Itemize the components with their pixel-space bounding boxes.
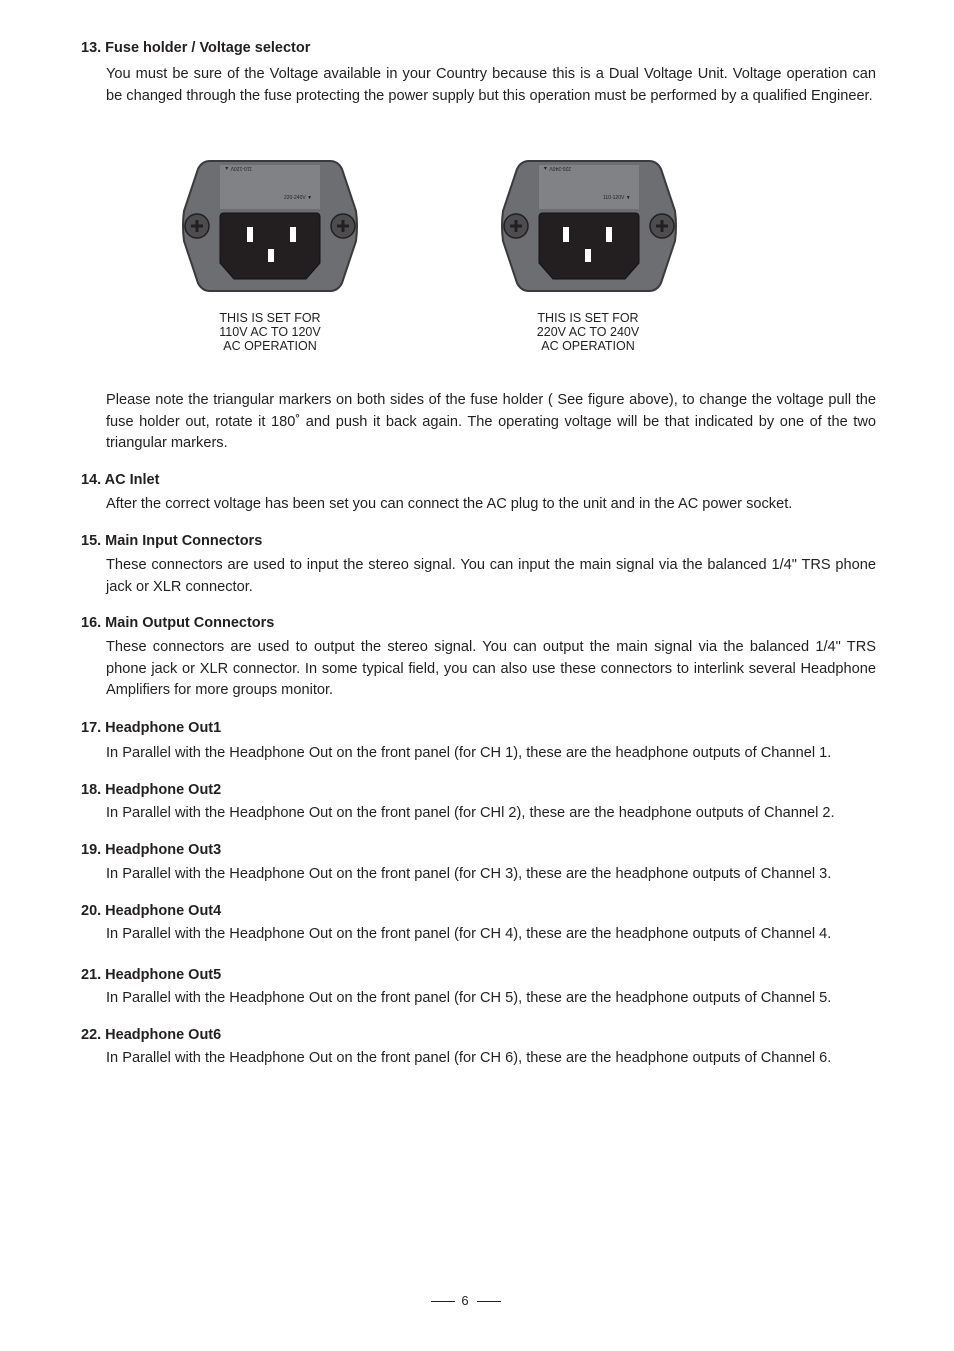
- section-title-13: 13. Fuse holder / Voltage selector: [81, 40, 311, 56]
- section-body-22: In Parallel with the Headphone Out on the front panel (for CH 6), these are the headphone outputs of Channel 6.: [106, 1050, 832, 1066]
- fuse-label-bottom: 110-120V ▼: [603, 195, 631, 201]
- section-title-19: 19. Headphone Out3: [81, 842, 222, 858]
- footer-rule-left: [431, 1301, 455, 1302]
- fuse-label-top: 220-240V ▲: [542, 165, 571, 171]
- page-number: 6: [461, 1293, 469, 1308]
- section-body-20: In Parallel with the Headphone Out on the front panel (for CH 4), these are the headphone outputs of Channel 4.: [106, 926, 832, 942]
- section-title-15: 15. Main Input Connectors: [81, 533, 263, 549]
- section-title-16: 16. Main Output Connectors: [81, 615, 275, 631]
- section-body-18: In Parallel with the Headphone Out on the front panel (for CHl 2), these are the headphone outputs of Channel 2.: [106, 805, 835, 821]
- fuse-label-bottom: 220-240V ▼: [284, 195, 313, 201]
- section-body-15: These connectors are used to input the stereo signal. You can input the main signal via the balanced 1/4" TRS phone jack or XLR connector.: [106, 557, 876, 595]
- section-body-17: In Parallel with the Headphone Out on the front panel (for CH 1), these are the headphone outputs of Channel 1.: [106, 745, 832, 761]
- section-body-16: These connectors are used to output the stereo signal. You can output the main signal via the balanced 1/4" TRS phone jack or XLR connector. In some typical field, you can also use these connectors to interlink several Headphone Amplifiers for more groups monitor.: [106, 639, 876, 698]
- section-title-18: 18. Headphone Out2: [81, 782, 222, 798]
- section-title-20: 20. Headphone Out4: [81, 903, 222, 919]
- ac-socket-icon: [220, 213, 320, 279]
- section-title-17: 17. Headphone Out1: [81, 720, 222, 736]
- fuse-holder-figure-110v: [182, 159, 358, 293]
- section-title-21: 21. Headphone Out5: [81, 967, 222, 983]
- figure-caption-110v: THIS IS SET FOR 110V AC TO 120V AC OPERATION: [219, 311, 321, 353]
- footer-rule-right: [477, 1301, 501, 1302]
- section-body-14: After the correct voltage has been set you can connect the AC plug to the unit and in the AC power socket.: [106, 496, 793, 512]
- fuse-note: Please note the triangular markers on both sides of the fuse holder ( See figure above), to change the voltage pull the fuse holder out, rotate it 180˚ and push it back again. The operating voltage will be that indicated by one of the two triangular markers.: [106, 392, 876, 451]
- section-title-14: 14. AC Inlet: [81, 472, 160, 488]
- section-title-22: 22. Headphone Out6: [81, 1027, 222, 1043]
- section-body-19: In Parallel with the Headphone Out on the front panel (for CH 3), these are the headphone outputs of Channel 3.: [106, 866, 832, 882]
- figure-caption-220v: THIS IS SET FOR 220V AC TO 240V AC OPERATION: [536, 311, 640, 353]
- fuse-label-top: 110-120V ▲: [224, 165, 252, 171]
- ac-socket-icon: [539, 213, 639, 279]
- page-footer: [0, 1291, 954, 1311]
- fuse-holder-figure-220v: [501, 159, 677, 293]
- section-body-21: In Parallel with the Headphone Out on the front panel (for CH 5), these are the headphone outputs of Channel 5.: [106, 990, 832, 1006]
- section-body-13: You must be sure of the Voltage available in your Country because this is a Dual Voltage Unit. Voltage operation can be changed through the fuse protecting the power supply but this operation must be performed by a qualified Engineer.: [106, 66, 876, 104]
